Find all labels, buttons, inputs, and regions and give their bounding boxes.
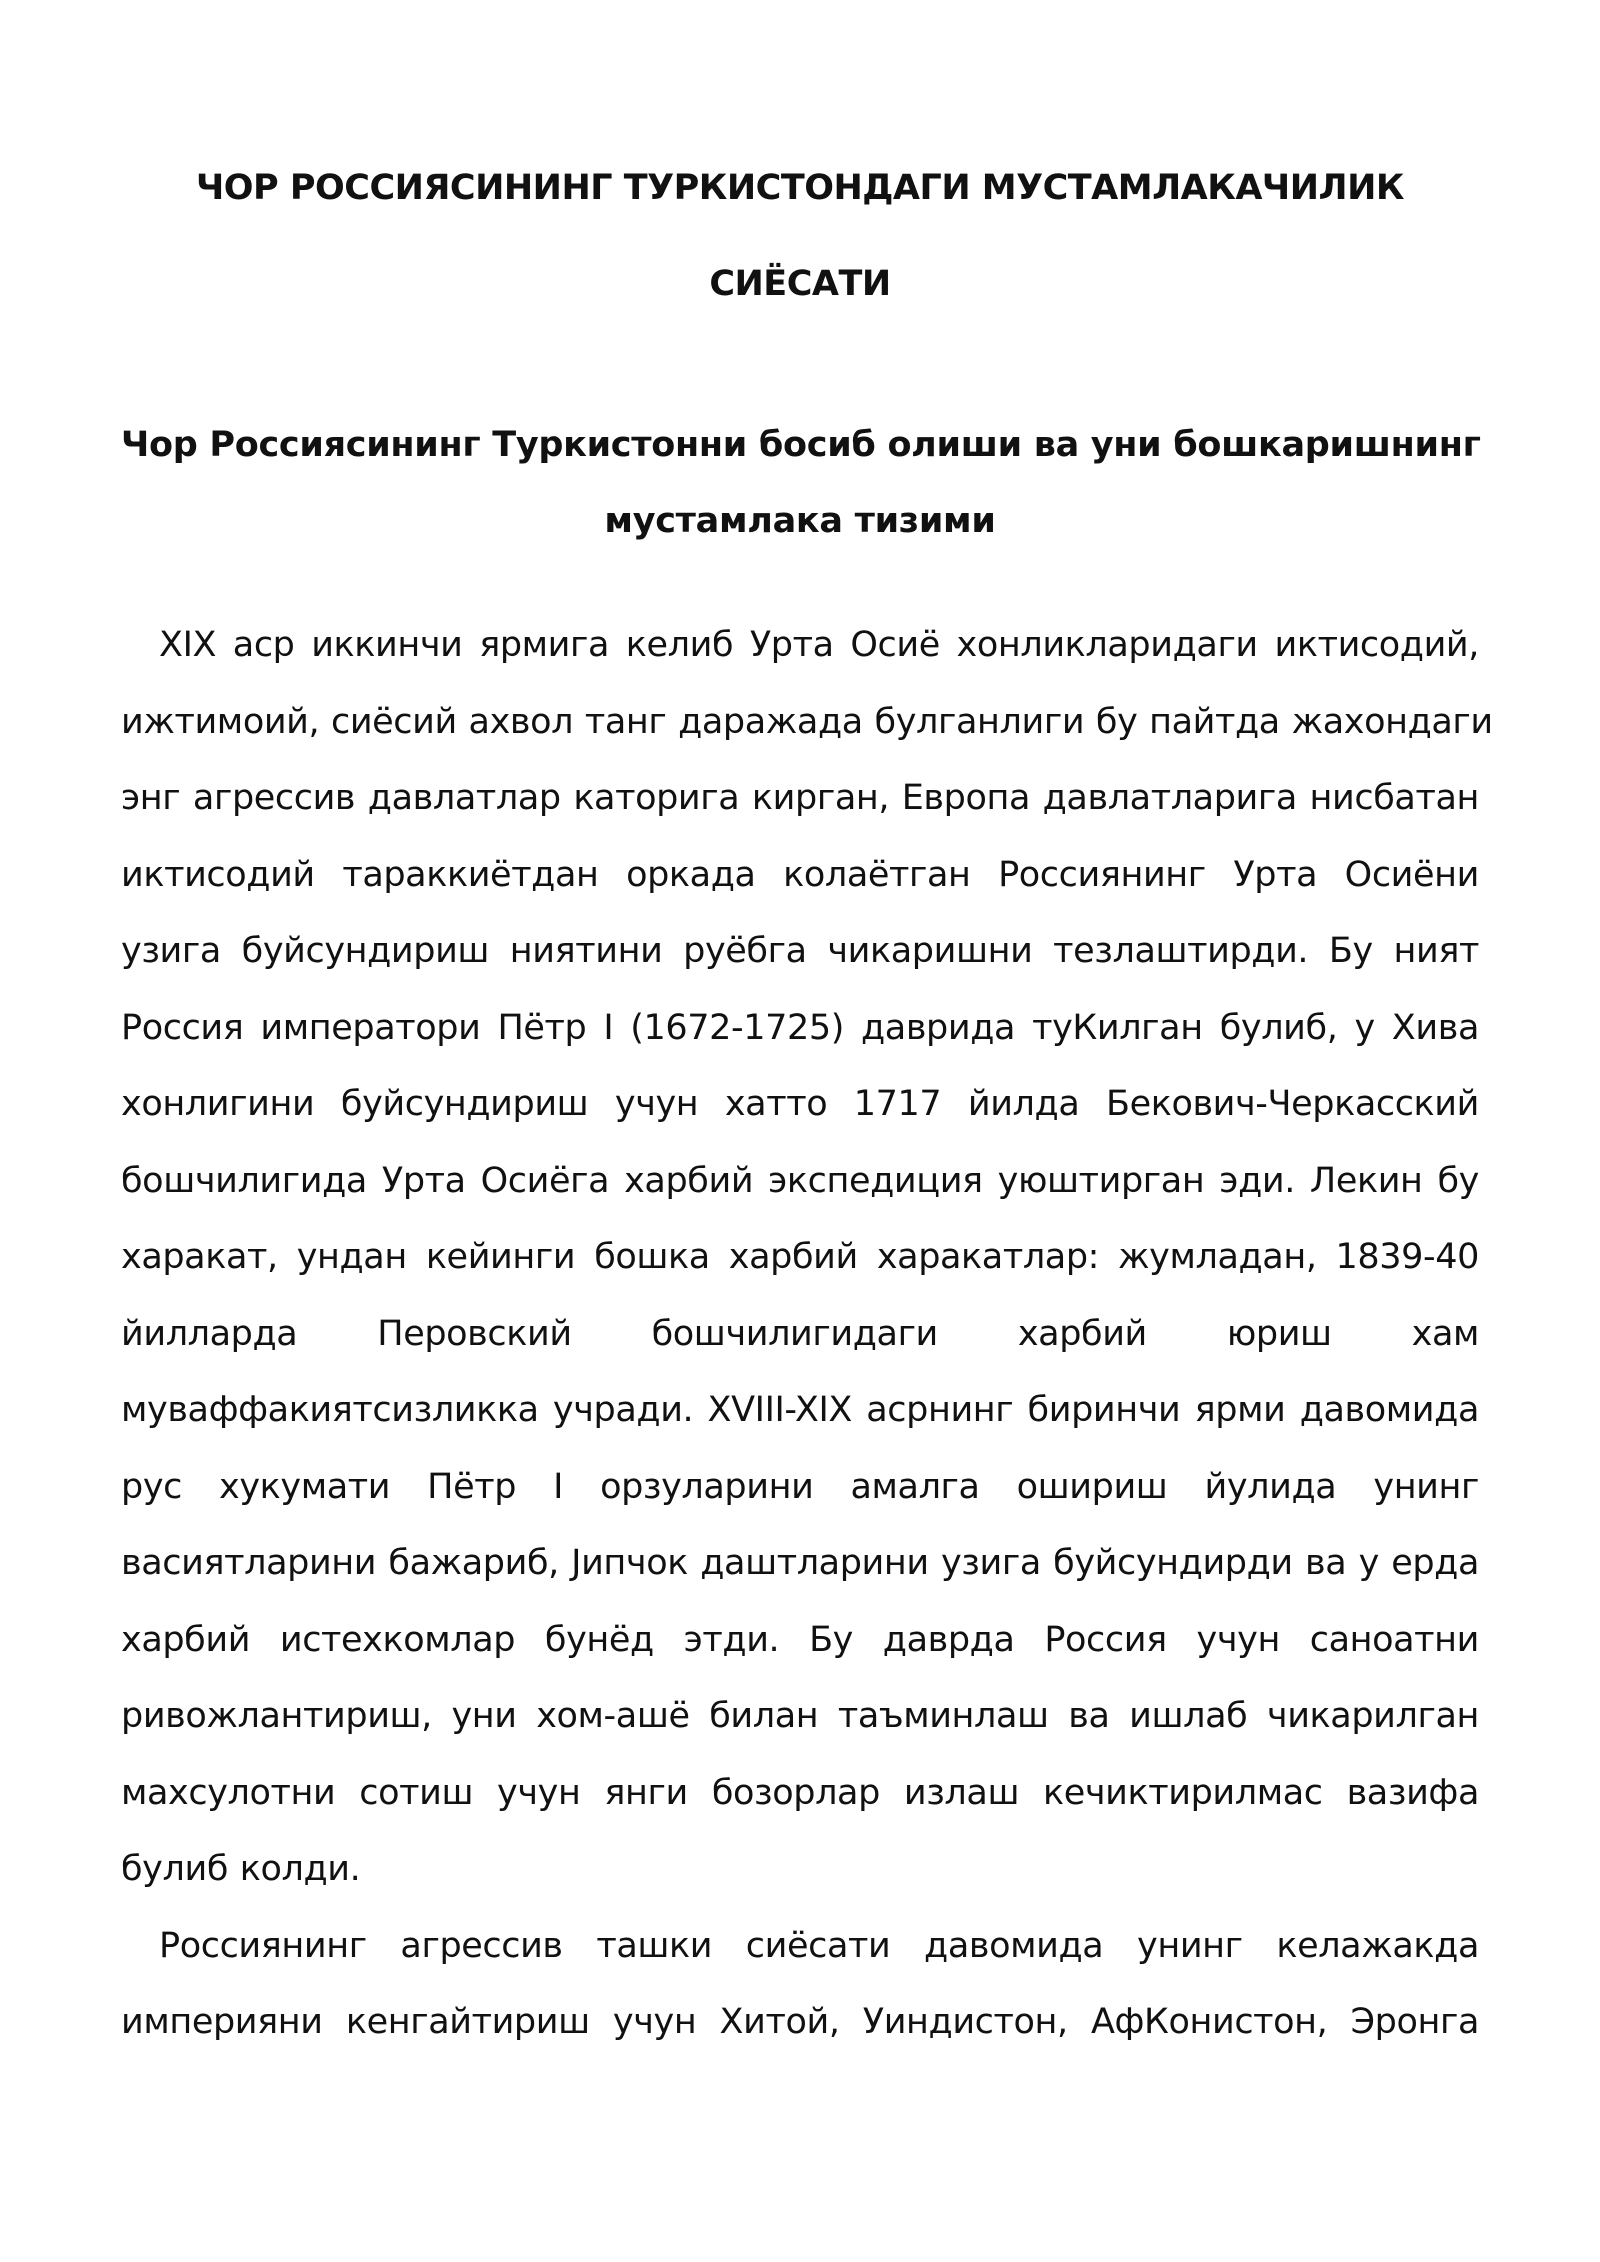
paragraph-line: йилларда Перовский бошчилигидаги харбий юриш хам xyxy=(121,1313,1479,1354)
paragraph-1 xyxy=(121,607,1493,1908)
paragraph-2 xyxy=(121,1908,1479,2061)
title-line-2: СИЁСАТИ xyxy=(709,264,891,304)
paragraph-line: ижтимоий, сиёсий ахвол танг даражада булганлиги бу пайтда жахондаги xyxy=(121,701,1493,742)
paragraph-line: рус хукумати Пётр I орзуларини амалга ошириш йулида унинг xyxy=(121,1466,1479,1507)
paragraph-line: муваффакиятсизликка учради. XVIII-XIX асрнинг биринчи ярми давомида xyxy=(121,1390,1479,1430)
paragraph-line: васиятларини бажариб, Јипчок даштларини узига буйсундирди ва у ерда xyxy=(121,1543,1479,1583)
title-line-1: ЧОР РОССИЯСИНИНГ ТУРКИСТОНДАГИ МУСТАМЛАКАЧИЛИК xyxy=(196,168,1404,208)
paragraph-line: бошчилигида Урта Осиёга харбий экспедиция уюштирган эди. Лекин бу xyxy=(121,1160,1479,1201)
paragraph-line: энг агрессив давлатлар каторига кирган, Европа давлатларига нисбатан xyxy=(121,778,1479,818)
document-subtitle xyxy=(121,407,1479,559)
paragraph-line: харбий истехкомлар бунёд этди. Бу даврда Россия учун саноатни xyxy=(121,1619,1479,1660)
paragraph-line: узига буйсундириш ниятини руёбга чикаришни тезлаштирди. Бу ният xyxy=(121,931,1479,971)
subtitle-line-1: Чор Россиясининг Туркистонни босиб олиши ва уни бошкаришнинг xyxy=(121,425,1481,465)
document-title xyxy=(121,140,1479,332)
paragraph-line: хонлигини буйсундириш учун хатто 1717 йилда Бекович-Черкасский xyxy=(121,1084,1479,1124)
paragraph-line: махсулотни сотиш учун янги бозорлар излаш кечиктирилмас вазифа xyxy=(121,1772,1479,1813)
body-text xyxy=(121,607,1493,2061)
paragraph-line: XIX аср иккинчи ярмига келиб Урта Осиё хонликларидаги иктисодий, xyxy=(159,625,1479,665)
paragraph-line: булиб колди. xyxy=(121,1849,361,1889)
paragraph-line: империяни кенгайтириш учун Хитой, Уиндистон, АфКонистон, Эронга xyxy=(121,2002,1479,2042)
paragraph-line: харакат, ундан кейинги бошка харбий харакатлар: жумладан, 1839-40 xyxy=(121,1237,1479,1277)
paragraph-line: Россиянинг агрессив ташки сиёсати давомида унинг келажакда xyxy=(159,1925,1479,1966)
document-page xyxy=(121,140,1493,2061)
paragraph-line: иктисодий тараккиётдан оркада колаётган Россиянинг Урта Осиёни xyxy=(121,854,1479,895)
paragraph-line: Россия императори Пётр I (1672-1725) даврида туКилган булиб, у Хива xyxy=(121,1007,1479,1048)
subtitle-line-2: мустамлака тизими xyxy=(604,501,996,541)
paragraph-line: ривожлантириш, уни хом-ашё билан таъминлаш ва ишлаб чикарилган xyxy=(121,1696,1479,1736)
